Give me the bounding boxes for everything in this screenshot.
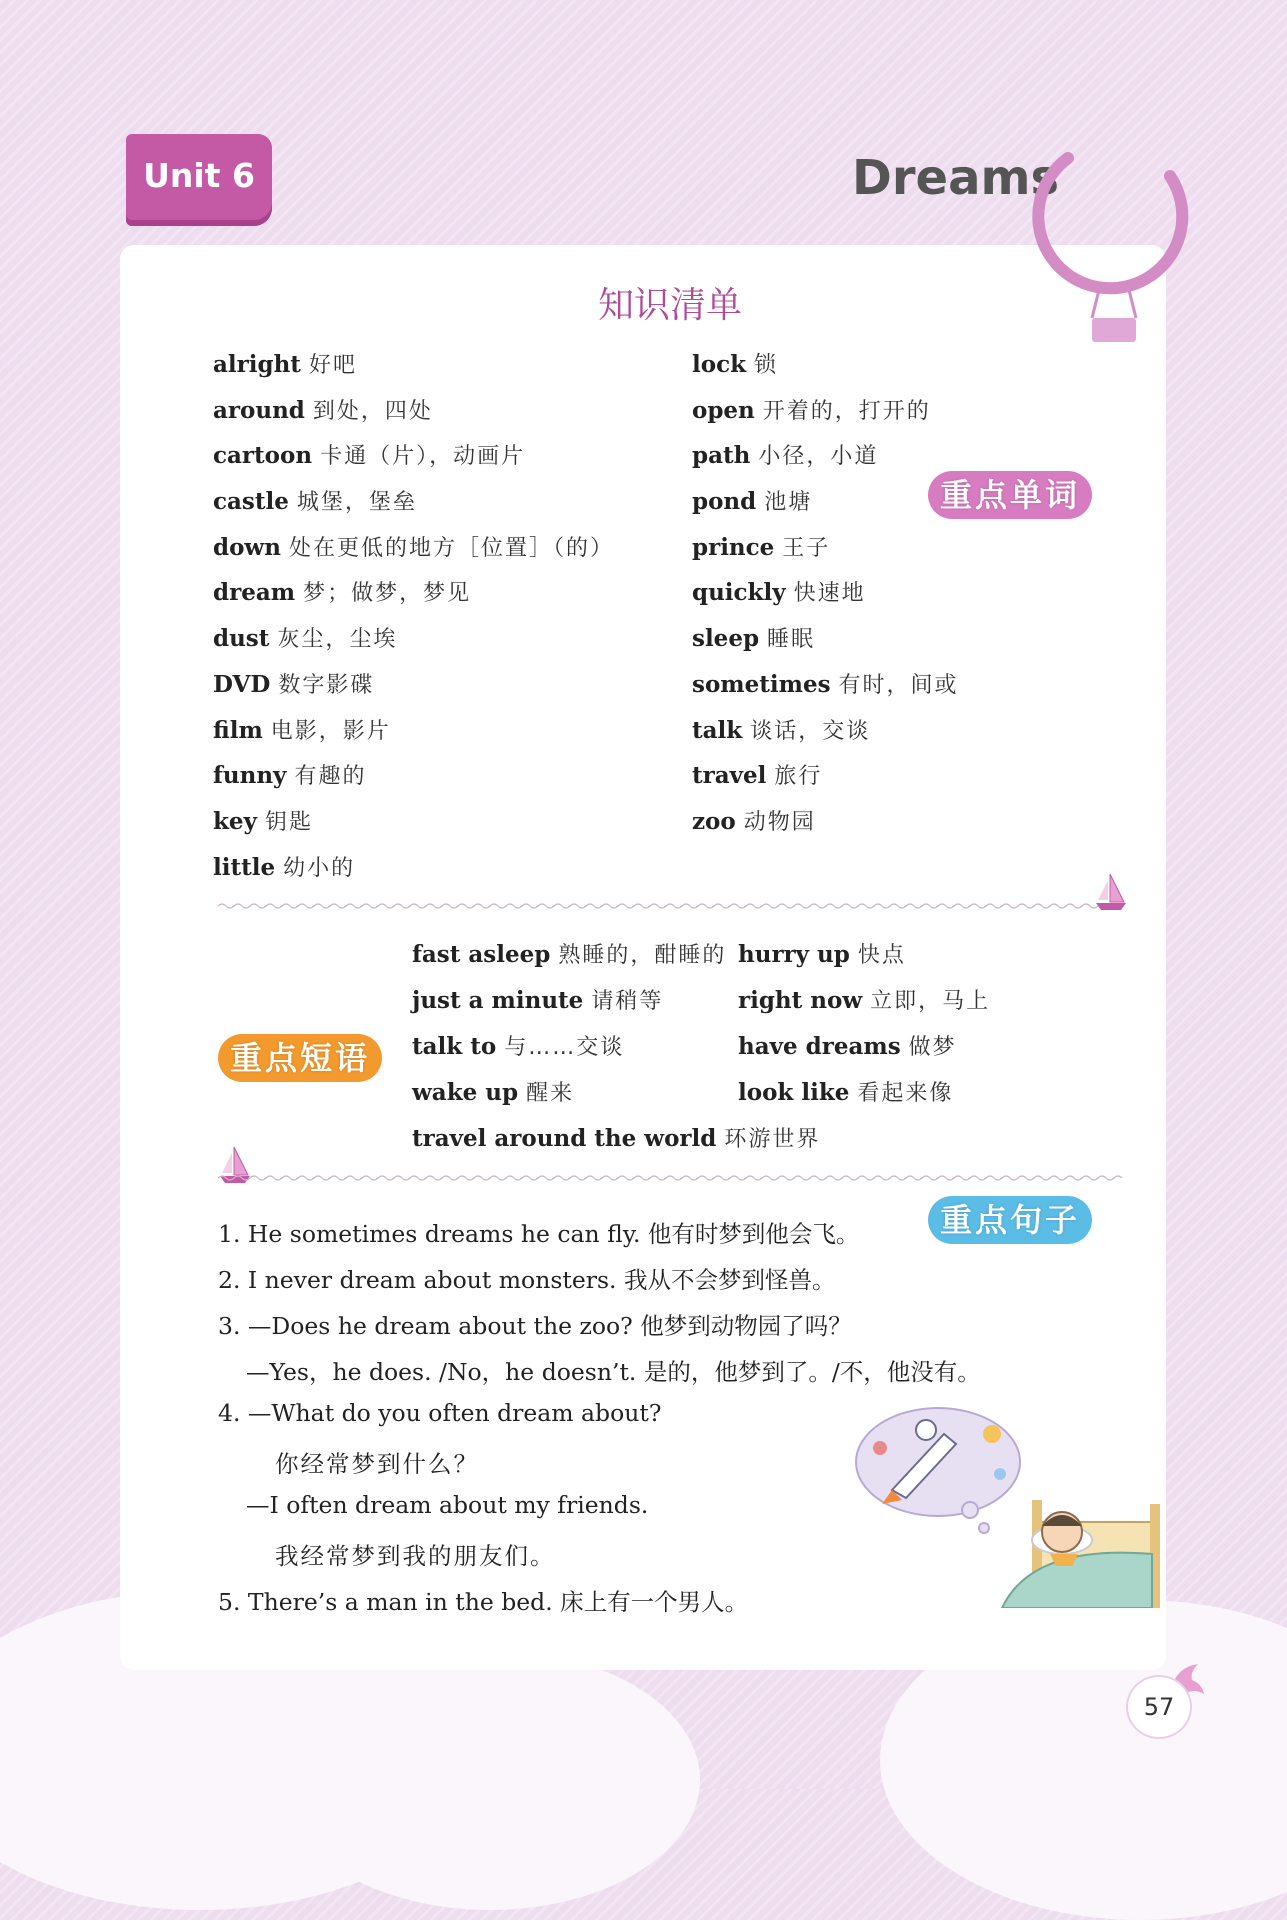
phrase-item: fast asleep 熟睡的，酣睡的: [412, 941, 727, 968]
unit-label: Unit 6: [143, 156, 255, 195]
word-item: around 到处，四处: [213, 396, 433, 424]
word-item: talk 谈话，交谈: [692, 716, 871, 744]
word-item: film 电影，影片: [213, 716, 391, 744]
sentence-line: 1. He sometimes dreams he can fly. 他有时梦到他会飞。: [218, 1220, 860, 1248]
page-number: 57: [1126, 1675, 1192, 1739]
sentence-line: 4. —What do you often dream about?: [218, 1399, 662, 1427]
key-words-badge: 重点单词: [928, 471, 1092, 519]
word-item: sleep 睡眠: [692, 625, 816, 653]
word-item: cartoon 卡通（片），动画片: [213, 442, 526, 470]
sailboat-icon: [1094, 872, 1128, 912]
sentence-line: 5. There’s a man in the bed. 床上有一个男人。: [218, 1588, 749, 1616]
sentence-line: 我经常梦到我的朋友们。: [275, 1542, 556, 1570]
sentence-line: —Yes，he does. /No，he doesn’t. 是的，他梦到了。/不，他没有。: [246, 1358, 981, 1386]
word-item: lock 锁: [692, 351, 779, 378]
word-item: down 处在更低的地方［位置］（的）: [213, 533, 614, 561]
sentence-line: 2. I never dream about monsters. 我从不会梦到怪兽。: [218, 1266, 836, 1294]
word-item: DVD 数字影碟: [213, 670, 375, 698]
word-list-right: [692, 348, 959, 851]
phrase-item: travel around the world 环游世界: [412, 1125, 821, 1152]
cloud-decoration: [280, 1650, 700, 1910]
word-item: prince 王子: [692, 533, 831, 561]
phrase-item: hurry up 快点: [738, 941, 906, 968]
word-item: alright 好吧: [213, 351, 357, 378]
phrase-item: have dreams 做梦: [738, 1033, 957, 1060]
page-title: Dreams: [852, 150, 1060, 206]
phrase-item: talk to 与……交谈: [412, 1033, 625, 1060]
word-item: funny 有趣的: [213, 762, 367, 790]
phrase-item: just a minute 请稍等: [412, 987, 664, 1014]
unit-tab: [126, 134, 272, 226]
word-item: path 小径，小道: [692, 442, 879, 470]
word-item: sometimes 有时，间或: [692, 670, 959, 698]
word-item: dust 灰尘，尘埃: [213, 625, 398, 653]
wavy-divider: [218, 902, 1126, 910]
key-phrases-badge: 重点短语: [218, 1034, 382, 1082]
dreaming-boy-illustration: [852, 1404, 1162, 1608]
word-item: zoo 动物园: [692, 807, 816, 835]
phrase-item: wake up 醒来: [412, 1079, 575, 1106]
word-item: castle 城堡，堡垒: [213, 488, 417, 516]
word-item: little 幼小的: [213, 853, 356, 881]
word-item: quickly 快速地: [692, 579, 866, 607]
wavy-divider: [218, 1174, 1126, 1182]
word-item: pond 池塘: [692, 488, 813, 516]
sentence-line: 3. —Does he dream about the zoo? 他梦到动物园了吗？: [218, 1312, 852, 1340]
word-item: travel 旅行: [692, 762, 823, 790]
word-list-left: [213, 348, 614, 896]
word-item: key 钥匙: [213, 807, 313, 835]
word-item: open 开着的，打开的: [692, 396, 931, 424]
phrase-item: look like 看起来像: [738, 1079, 954, 1106]
key-sentences-badge: 重点句子: [928, 1196, 1092, 1244]
sentence-line: —I often dream about my friends.: [246, 1491, 649, 1519]
word-item: dream 梦；做梦，梦见: [213, 579, 472, 607]
phrase-item: right now 立即，马上: [738, 987, 991, 1014]
sentence-line: 你经常梦到什么？: [275, 1450, 479, 1478]
section-title: 知识清单: [597, 285, 742, 326]
